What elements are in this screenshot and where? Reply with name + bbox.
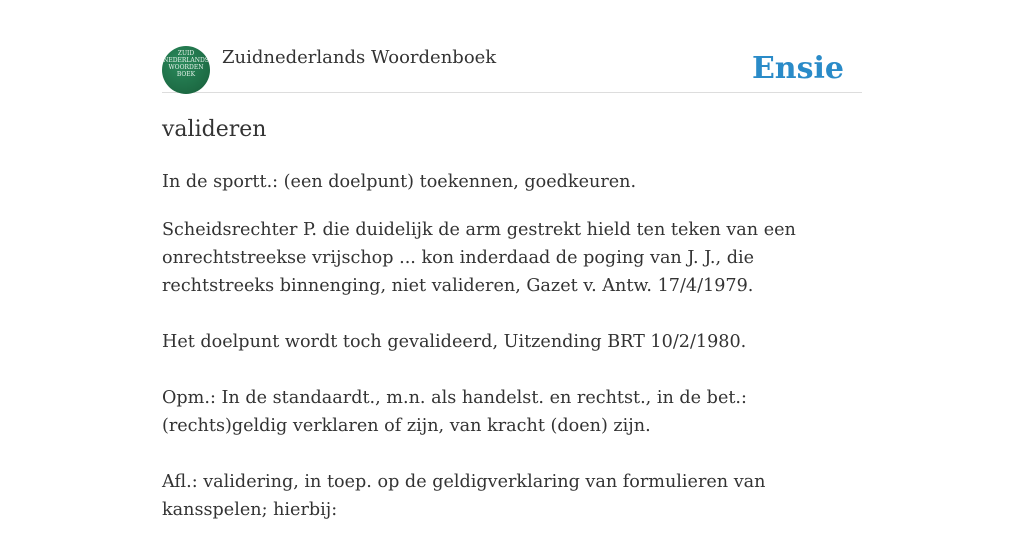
- logo-line: ZUID: [177, 50, 195, 57]
- site-name-link[interactable]: Zuidnederlands Woordenboek: [222, 47, 497, 68]
- page-card: [162, 0, 862, 520]
- dictionary-logo[interactable]: [162, 46, 210, 94]
- entry-quote: Scheidsrechter P. die duidelijk de arm gestrekt hield ten teken van een onrechtstreekse vrijschop ... kon inderdaad de poging van J. J., die rechtstreeks binnenging, niet valideren, Gazet v. Antw. 17/4/1979.: [162, 220, 796, 296]
- logo-line: WOORDEN: [168, 64, 204, 71]
- entry-derivation: Afl.: validering, in toep. op de geldigverklaring van formulieren van kansspelen; hierbij:: [162, 472, 766, 520]
- entry-title: valideren: [162, 117, 267, 142]
- entry-quote: Het doelpunt wordt toch gevalideerd, Uitzending BRT 10/2/1980.: [162, 332, 747, 352]
- entry-content: [162, 168, 862, 552]
- entry-note: Opm.: In de standaardt., m.n. als handelst. en rechtst., in de bet.: (rechts)geldig verklaren of zijn, van kracht (doen) zijn.: [162, 388, 747, 436]
- logo-line: NEDERLANDS: [163, 57, 209, 64]
- logo-text: [162, 50, 210, 78]
- ensie-brand-link[interactable]: Ensie: [751, 51, 844, 86]
- entry-definition: In de sportt.: (een doelpunt) toekennen, goedkeuren.: [162, 172, 637, 192]
- logo-line: BOEK: [176, 71, 196, 78]
- site-header: [162, 46, 862, 93]
